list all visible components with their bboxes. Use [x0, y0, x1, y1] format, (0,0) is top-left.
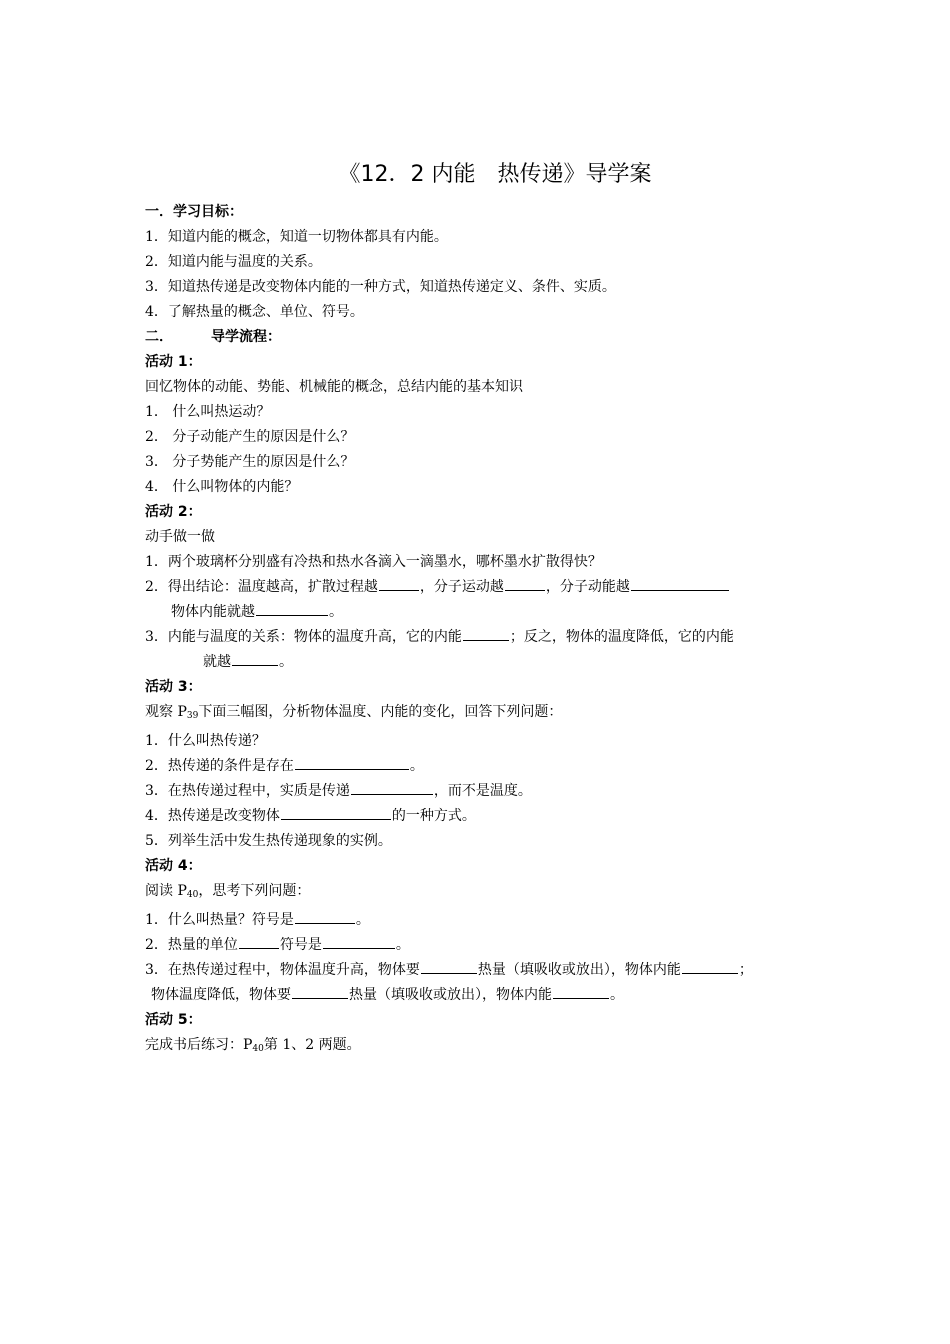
section-title: 导学流程： [211, 329, 281, 345]
activity-heading: 活动 3： [145, 679, 202, 695]
question-item: 3． 分子势能产生的原因是什么？ [145, 454, 355, 470]
goal-item: 3．知道热传递是改变物体内能的一种方式，知道热传递定义、条件、实质。 [145, 279, 616, 295]
page-title: 《12．2 内能 热传递》导学案 [338, 162, 652, 187]
activity-intro: 观察 $P_{39}$下面三幅图，分析物体温度、内能的变化，回答下列问题： [145, 704, 563, 721]
section-number: 二． [145, 329, 173, 345]
question-item: 1． 什么叫热运动？ [145, 404, 271, 420]
activity-heading: 活动 1： [145, 354, 202, 370]
fill-blank[interactable] [553, 984, 609, 999]
fill-blank[interactable] [682, 959, 738, 974]
activity-intro: 动手做一做 [145, 529, 215, 545]
section-heading-goals: 一．学习目标： [145, 204, 243, 220]
question-item: 2．热传递的条件是存在 。 [145, 754, 825, 779]
question-item: 2．得出结论：温度越高，扩散过程越 ，分子运动越 ，分子动能越 [145, 575, 825, 600]
fill-blank[interactable] [631, 576, 729, 591]
page-subscript: 39 [186, 711, 199, 721]
question-continuation: 物体温度降低，物体要 热量（填吸收或放出），物体内能 。 [145, 983, 825, 1008]
question-item: 5．列举生活中发生热传递现象的实例。 [145, 833, 392, 849]
goal-item: 4．了解热量的概念、单位、符号。 [145, 304, 364, 320]
activity-text: 完成书后练习：$P_{40}$第 1、2 两题。 [145, 1037, 361, 1054]
question-item: 3．在热传递过程中，物体温度升高，物体要 热量（填吸收或放出），物体内能 ； [145, 958, 825, 983]
activity-intro: 回忆物体的动能、势能、机械能的概念，总结内能的基本知识 [145, 379, 523, 395]
section-heading-flow [145, 325, 825, 350]
question-item: 1．两个玻璃杯分别盛有冷热和热水各滴入一滴墨水，哪杯墨水扩散得快？ [145, 554, 602, 570]
fill-blank[interactable] [292, 984, 348, 999]
fill-blank[interactable] [463, 626, 509, 641]
fill-blank[interactable] [379, 576, 419, 591]
fill-blank[interactable] [505, 576, 545, 591]
goal-item: 2．知道内能与温度的关系。 [145, 254, 322, 270]
question-item: 2． 分子动能产生的原因是什么？ [145, 429, 355, 445]
activity-intro: 阅读 $P_{40}$，思考下列问题： [145, 883, 311, 900]
fill-blank[interactable] [281, 805, 391, 820]
fill-blank[interactable] [256, 601, 328, 616]
question-continuation: 就越 。 [145, 650, 825, 675]
page-subscript: 40 [186, 890, 199, 900]
fill-blank[interactable] [295, 909, 355, 924]
question-continuation: 物体内能就越 。 [145, 600, 825, 625]
fill-blank[interactable] [239, 934, 279, 949]
fill-blank[interactable] [351, 780, 433, 795]
question-item: 1．什么叫热量？符号是 。 [145, 908, 825, 933]
question-item: 2．热量的单位 符号是 。 [145, 933, 825, 958]
activity-heading: 活动 4： [145, 858, 202, 874]
fill-blank[interactable] [323, 934, 395, 949]
goal-item: 1．知道内能的概念，知道一切物体都具有内能。 [145, 229, 448, 245]
fill-blank[interactable] [295, 755, 409, 770]
question-item: 4．热传递是改变物体 的一种方式。 [145, 804, 825, 829]
fill-blank[interactable] [421, 959, 477, 974]
question-item: 4． 什么叫物体的内能？ [145, 479, 299, 495]
question-item: 3．内能与温度的关系：物体的温度升高，它的内能 ；反之，物体的温度降低，它的内能 [145, 625, 825, 650]
question-item: 1．什么叫热传递？ [145, 733, 266, 749]
document-content [145, 158, 825, 1062]
fill-blank[interactable] [232, 651, 278, 666]
page-subscript: 40 [252, 1044, 264, 1054]
activity-heading: 活动 2： [145, 504, 202, 520]
activity-heading: 活动 5： [145, 1012, 202, 1028]
question-item: 3．在热传递过程中，实质是传递 ，而不是温度。 [145, 779, 825, 804]
